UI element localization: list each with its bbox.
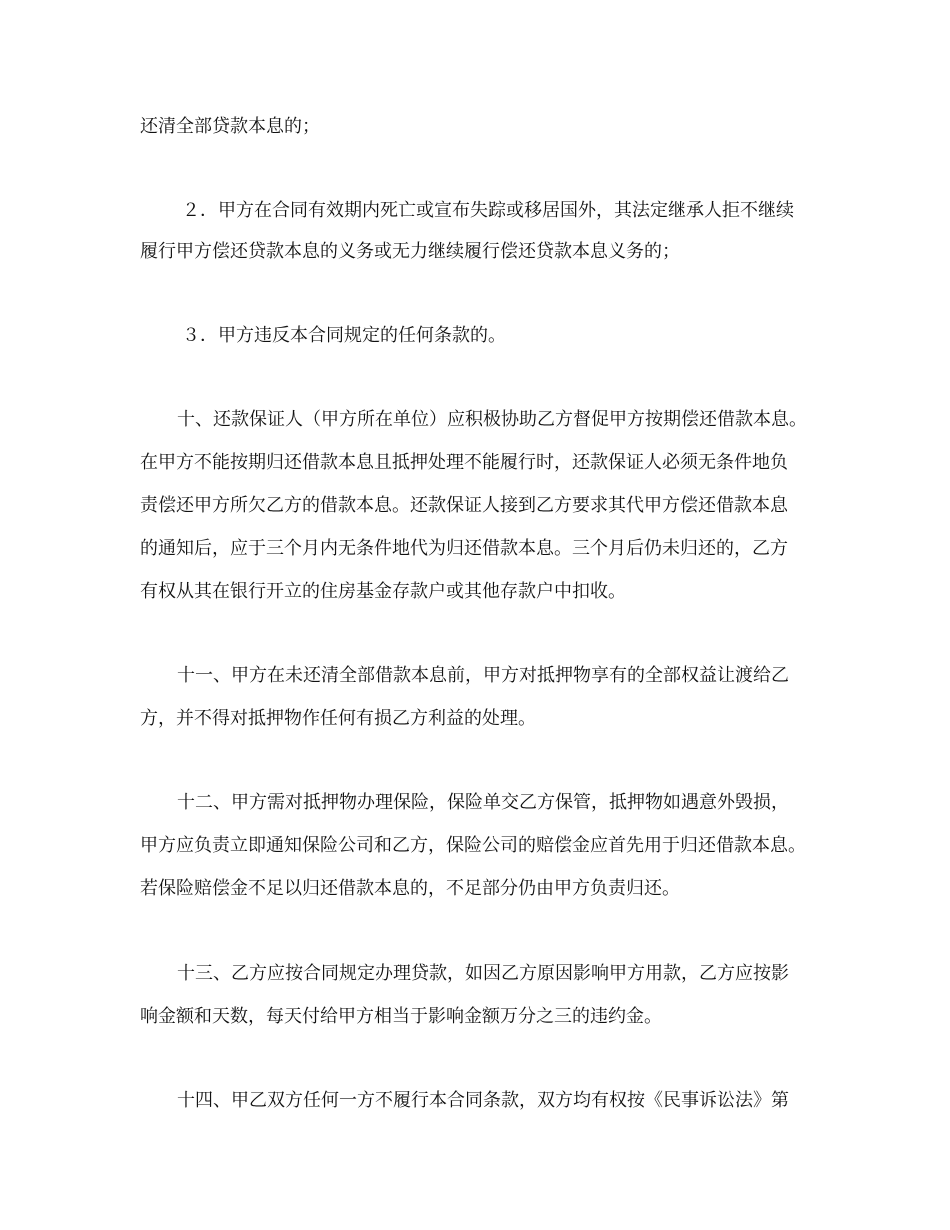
clause-10-line-5: 有权从其在银行开立的住房基金存款户或其他存款户中扣收。 bbox=[140, 581, 626, 602]
clause-10-line-1: 十、还款保证人（甲方所在单位）应积极协助乙方督促甲方按期偿还借款本息。 bbox=[177, 409, 807, 430]
clause-14-line-1: 十四、甲乙双方任何一方不履行本合同条款，双方均有权按《民事诉讼法》第 bbox=[177, 1090, 789, 1111]
item-3-line-1: ３．甲方违反本合同规定的任何条款的。 bbox=[182, 325, 506, 346]
paragraph-tail-line: 还清全部贷款本息的； bbox=[140, 116, 320, 137]
clause-11-line-1: 十一、甲方在未还清全部借款本息前，甲方对抵押物享有的全部权益让渡给乙 bbox=[177, 665, 789, 686]
clause-13-line-1: 十三、乙方应按合同规定办理贷款，如因乙方原因影响甲方用款，乙方应按影 bbox=[177, 963, 789, 984]
item-2-line-1: ２．甲方在合同有效期内死亡或宣布失踪或移居国外，其法定继承人拒不继续 bbox=[182, 200, 794, 221]
item-2-line-2: 履行甲方偿还贷款本息的义务或无力继续履行偿还贷款本息义务的； bbox=[140, 241, 680, 262]
clause-10-line-3: 责偿还甲方所欠乙方的借款本息。还款保证人接到乙方要求其代甲方偿还借款本息 bbox=[140, 495, 788, 516]
clause-12-line-2: 甲方应负责立即通知保险公司和乙方，保险公司的赔偿金应首先用于归还借款本息。 bbox=[140, 835, 806, 856]
clause-10-line-4: 的通知后，应于三个月内无条件地代为归还借款本息。三个月后仍未归还的，乙方 bbox=[140, 538, 788, 559]
clause-11-line-2: 方，并不得对抵押物作任何有损乙方利益的处理。 bbox=[140, 708, 536, 729]
clause-12-line-1: 十二、甲方需对抵押物办理保险，保险单交乙方保管，抵押物如遇意外毁损， bbox=[177, 792, 789, 813]
clause-10-line-2: 在甲方不能按期归还借款本息且抵押处理不能履行时，还款保证人必须无条件地负 bbox=[140, 452, 788, 473]
clause-12-line-3: 若保险赔偿金不足以归还借款本息的，不足部分仍由甲方负责归还。 bbox=[140, 878, 680, 899]
clause-13-line-2: 响金额和天数，每天付给甲方相当于影响金额万分之三的违约金。 bbox=[140, 1006, 662, 1027]
